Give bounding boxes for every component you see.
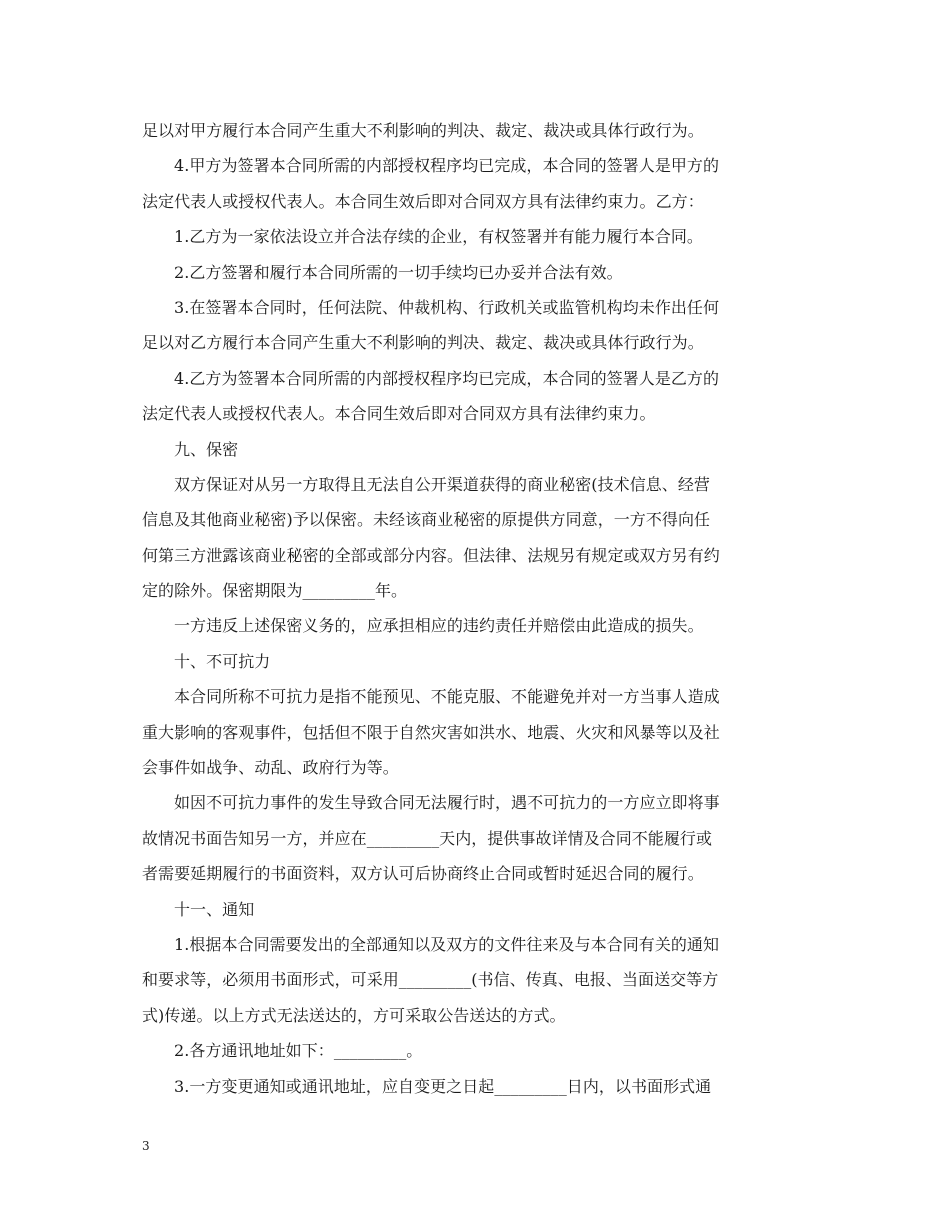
text-line: 双方保证对从另一方取得且无法自公开渠道获得的商业秘密(技术信息、经营 [174, 474, 710, 494]
text-line: 和要求等，必须用书面形式，可采用_________(书信、传真、电报、当面送交等方 [142, 970, 719, 990]
text-line: 4.甲方为签署本合同所需的内部授权程序均已完成，本合同的签署人是甲方的 [174, 156, 720, 176]
text-line: 信息及其他商业秘密)予以保密。未经该商业秘密的原提供方同意，一方不得向任 [142, 510, 711, 530]
text-line: 如因不可抗力事件的发生导致合同无法履行时，遇不可抗力的一方应立即将事 [174, 793, 720, 813]
text-line: 3.一方变更通知或通讯地址，应自变更之日起_________日内，以书面形式通 [174, 1076, 712, 1096]
section-heading: 九、保密 [174, 439, 239, 459]
text-line: 者需要延期履行的书面资料，双方认可后协商终止合同或暂时延迟合同的履行。 [142, 864, 704, 884]
text-line: 重大影响的客观事件，包括但不限于自然灾害如洪水、地震、火灾和风暴等以及社 [142, 722, 720, 742]
text-line: 式)传递。以上方式无法送达的，方可采取公告送达的方式。 [142, 1005, 566, 1025]
text-line: 足以对乙方履行本合同产生重大不利影响的判决、裁定、裁决或具体行政行为。 [142, 333, 704, 353]
page-number: 3 [142, 1139, 150, 1153]
text-line: 定的除外。保密期限为_________年。 [142, 581, 408, 601]
section-heading: 十一、通知 [174, 899, 255, 919]
text-line: 法定代表人或授权代表人。本合同生效后即对合同双方具有法律约束力。 [142, 404, 656, 424]
text-line: 法定代表人或授权代表人。本合同生效后即对合同双方具有法律约束力。乙方： [142, 191, 704, 211]
text-line: 本合同所称不可抗力是指不能预见、不能克服、不能避免并对一方当事人造成 [174, 687, 720, 707]
text-line: 3.在签署本合同时，任何法院、仲裁机构、行政机关或监管机构均未作出任何 [174, 297, 720, 317]
text-line: 一方违反上述保密义务的，应承担相应的违约责任并赔偿由此造成的损失。 [174, 616, 704, 636]
text-line: 2.各方通讯地址如下：_________。 [174, 1041, 423, 1061]
text-line: 何第三方泄露该商业秘密的全部或部分内容。但法律、法规另有规定或双方另有约 [142, 545, 720, 565]
text-line: 足以对甲方履行本合同产生重大不利影响的判决、裁定、裁决或具体行政行为。 [142, 121, 704, 140]
section-heading: 十、不可抗力 [174, 651, 271, 671]
text-line: 1.乙方为一家依法设立并合法存续的企业，有权签署并有能力履行本合同。 [174, 227, 703, 247]
document-body [142, 113, 812, 1104]
text-line: 会事件如战争、动乱、政府行为等。 [142, 758, 399, 778]
text-line: 2.乙方签署和履行本合同所需的一切手续均已办妥并合法有效。 [174, 262, 623, 282]
text-line: 4.乙方为签署本合同所需的内部授权程序均已完成，本合同的签署人是乙方的 [174, 368, 720, 388]
text-line: 故情况书面告知另一方，并应在_________天内，提供事故详情及合同不能履行或 [142, 828, 713, 848]
text-line: 1.根据本合同需要发出的全部通知以及双方的文件往来及与本合同有关的通知 [174, 934, 720, 954]
